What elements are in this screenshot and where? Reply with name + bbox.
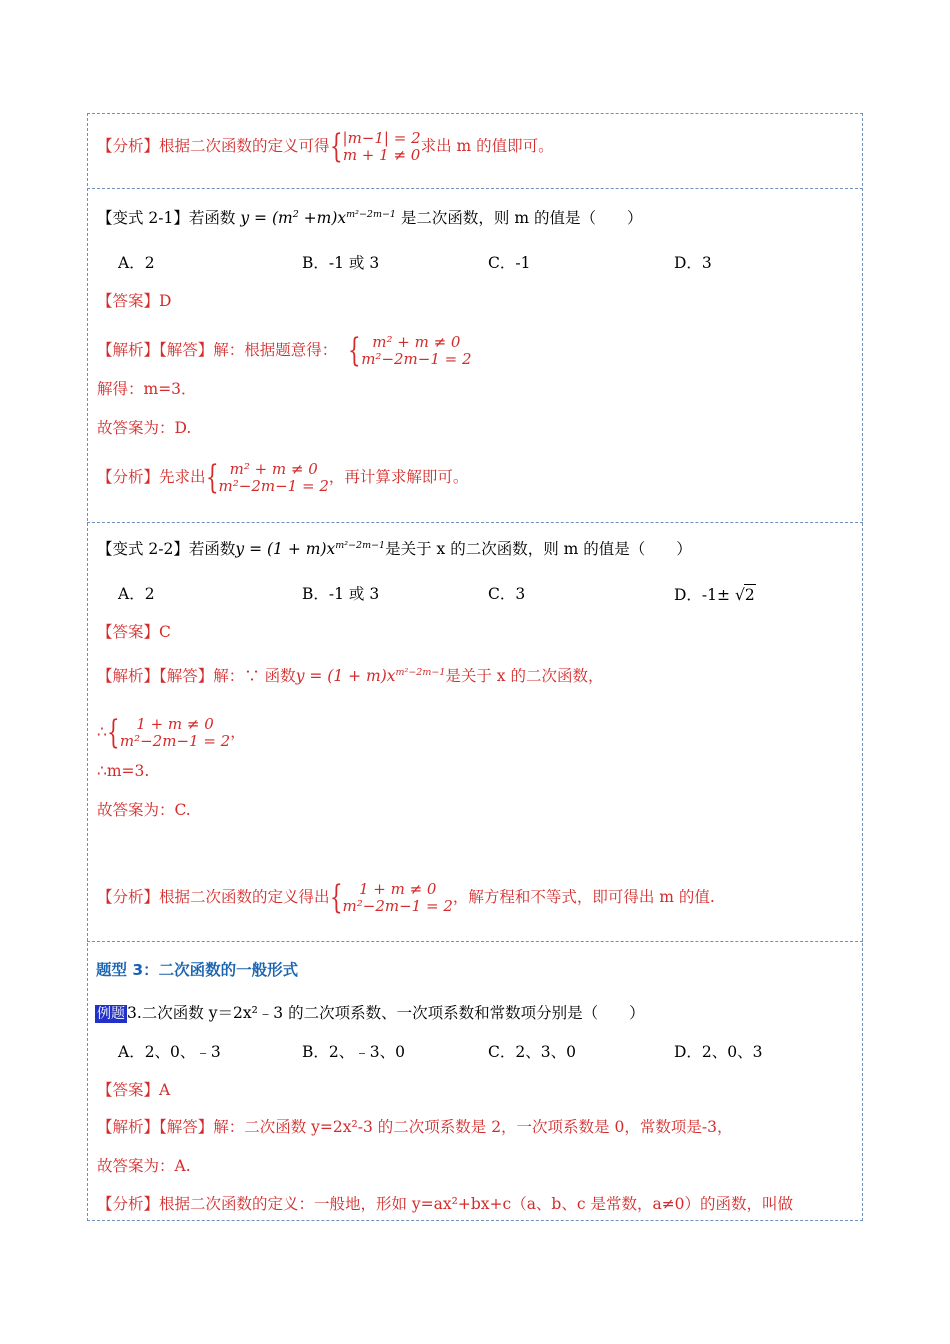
section-heading: 题型 3：二次函数的一般形式 bbox=[96, 961, 299, 979]
example-stem: 3.二次函数 y＝2x²﹣3 的二次项系数、一次项系数和常数项分别是（ ） bbox=[127, 1004, 645, 1022]
question-stem-pre: 若函数 bbox=[188, 540, 236, 558]
system-row-2: m²−2m−1 = 2 bbox=[119, 732, 231, 750]
option-d: D．-1± √2 bbox=[674, 586, 755, 604]
solution-step-2: 故答案为：D. bbox=[97, 419, 192, 437]
solution-label: 【解析】【解答】解：根据题意得： bbox=[97, 341, 338, 359]
option-a: A．2 bbox=[118, 254, 155, 272]
answer: 【答案】A bbox=[97, 1081, 171, 1099]
option-b: B．-1 或 3 bbox=[302, 254, 380, 272]
option-c: C．-1 bbox=[488, 254, 531, 272]
analysis-pre: 根据二次函数的定义得出 bbox=[159, 888, 330, 906]
solution-line: 【解析】【解答】解：二次函数 y=2x²-3 的二次项系数是 2，一次项系数是 0，常数项是-3， bbox=[97, 1118, 733, 1136]
analysis-line-1 bbox=[97, 126, 554, 165]
question-label: 【变式 2-2】 bbox=[97, 540, 189, 558]
analysis-label: 【分析】 bbox=[97, 888, 160, 906]
sqrt-value: 2 bbox=[744, 586, 755, 604]
solution-step-1: ∴m=3. bbox=[97, 762, 150, 780]
system-row-1: 1 + m ≠ 0 bbox=[358, 880, 437, 898]
equation-system: { 1 + m ≠ 0 m²−2m−1 = 2 bbox=[106, 712, 231, 751]
option-a: A．2 bbox=[118, 585, 155, 603]
option-b: B．2、﹣3、0 bbox=[302, 1043, 405, 1061]
solution-label: 【解析】【解答】解：∵ 函数 bbox=[97, 667, 296, 685]
system-row-1: |m−1| = 2 bbox=[342, 129, 421, 147]
system-row-2: m + 1 ≠ 0 bbox=[342, 146, 421, 164]
system-row-2: m²−2m−1 = 2 bbox=[361, 350, 472, 368]
option-c: C．3 bbox=[488, 585, 526, 603]
system-row-2: m²−2m−1 = 2 bbox=[218, 477, 329, 495]
answer: 【答案】C bbox=[97, 623, 171, 641]
question-2-1 bbox=[97, 208, 642, 228]
solution-post: 是关于 x 的二次函数， bbox=[445, 667, 604, 685]
therefore-system: ∴ { 1 + m ≠ 0 m²−2m−1 = 2 ， bbox=[97, 712, 246, 751]
equation-system: { m² + m ≠ 0 m²−2m−1 = 2 bbox=[348, 330, 472, 369]
question-2-2 bbox=[97, 539, 692, 559]
analysis-text: 根据二次函数的定义可得 bbox=[159, 137, 330, 155]
solution-step-1: 解得：m=3． bbox=[97, 380, 197, 398]
option-d: D．3 bbox=[674, 254, 712, 272]
system-row-1: m² + m ≠ 0 bbox=[229, 460, 318, 478]
option-c: C．2、3、0 bbox=[488, 1043, 576, 1061]
analysis-line bbox=[97, 877, 715, 916]
solution-equation: $y = (1 + m)x^{m^2-2m-1}$ bbox=[295, 667, 446, 685]
question-equation: $y = (m^2 +m)x^{m^2-2m-1}$ bbox=[240, 209, 396, 227]
question-label: 【变式 2-1】 bbox=[97, 209, 189, 227]
option-d: D．2、0、3 bbox=[674, 1043, 763, 1061]
question-stem-pre: 若函数 bbox=[188, 209, 236, 227]
question-stem-post: 是二次函数，则 m 的值是（ ） bbox=[400, 209, 643, 227]
section-divider bbox=[87, 941, 863, 942]
analysis-post: ，再计算求解即可。 bbox=[328, 468, 469, 486]
section-divider bbox=[87, 188, 863, 189]
equation-system: { m² + m ≠ 0 m²−2m−1 = 2 bbox=[205, 457, 329, 496]
analysis-line bbox=[97, 457, 469, 496]
analysis-label: 【分析】 bbox=[97, 137, 160, 155]
option-a: A．2、0、﹣3 bbox=[118, 1043, 221, 1061]
solution-step-2: 故答案为：C. bbox=[97, 801, 191, 819]
solution-line bbox=[97, 330, 472, 369]
analysis-label: 【分析】 bbox=[97, 468, 160, 486]
example-question bbox=[95, 1003, 645, 1023]
solution-step: 故答案为：A. bbox=[97, 1157, 191, 1175]
solution-line bbox=[97, 666, 603, 686]
equation-system: { 1 + m ≠ 0 m²−2m−1 = 2 bbox=[329, 877, 453, 916]
analysis-tail: 求出 m 的值即可。 bbox=[420, 137, 554, 155]
option-b: B．-1 或 3 bbox=[302, 585, 380, 603]
example-tag: 例题 bbox=[97, 1006, 125, 1022]
analysis-line: 【分析】根据二次函数的定义：一般地，形如 y=ax²+bx+c（a、b、c 是常数，a≠0）的函数，叫做 bbox=[97, 1195, 794, 1213]
equation-system: { |m−1| = 2 m + 1 ≠ 0 bbox=[329, 126, 421, 165]
question-equation: $y = (1 + m)x^{m^2-2m-1}$ bbox=[235, 540, 386, 558]
analysis-pre: 先求出 bbox=[159, 468, 206, 486]
system-row-2: m²−2m−1 = 2 bbox=[342, 897, 453, 915]
system-row-1: m² + m ≠ 0 bbox=[372, 333, 461, 351]
section-divider bbox=[87, 522, 863, 523]
system-row-1: 1 + m ≠ 0 bbox=[136, 715, 214, 733]
question-stem-post: 是关于 x 的二次函数，则 m 的值是（ ） bbox=[385, 540, 692, 558]
answer: 【答案】D bbox=[97, 292, 172, 310]
analysis-post: ，解方程和不等式，即可得出 m 的值. bbox=[452, 888, 715, 906]
